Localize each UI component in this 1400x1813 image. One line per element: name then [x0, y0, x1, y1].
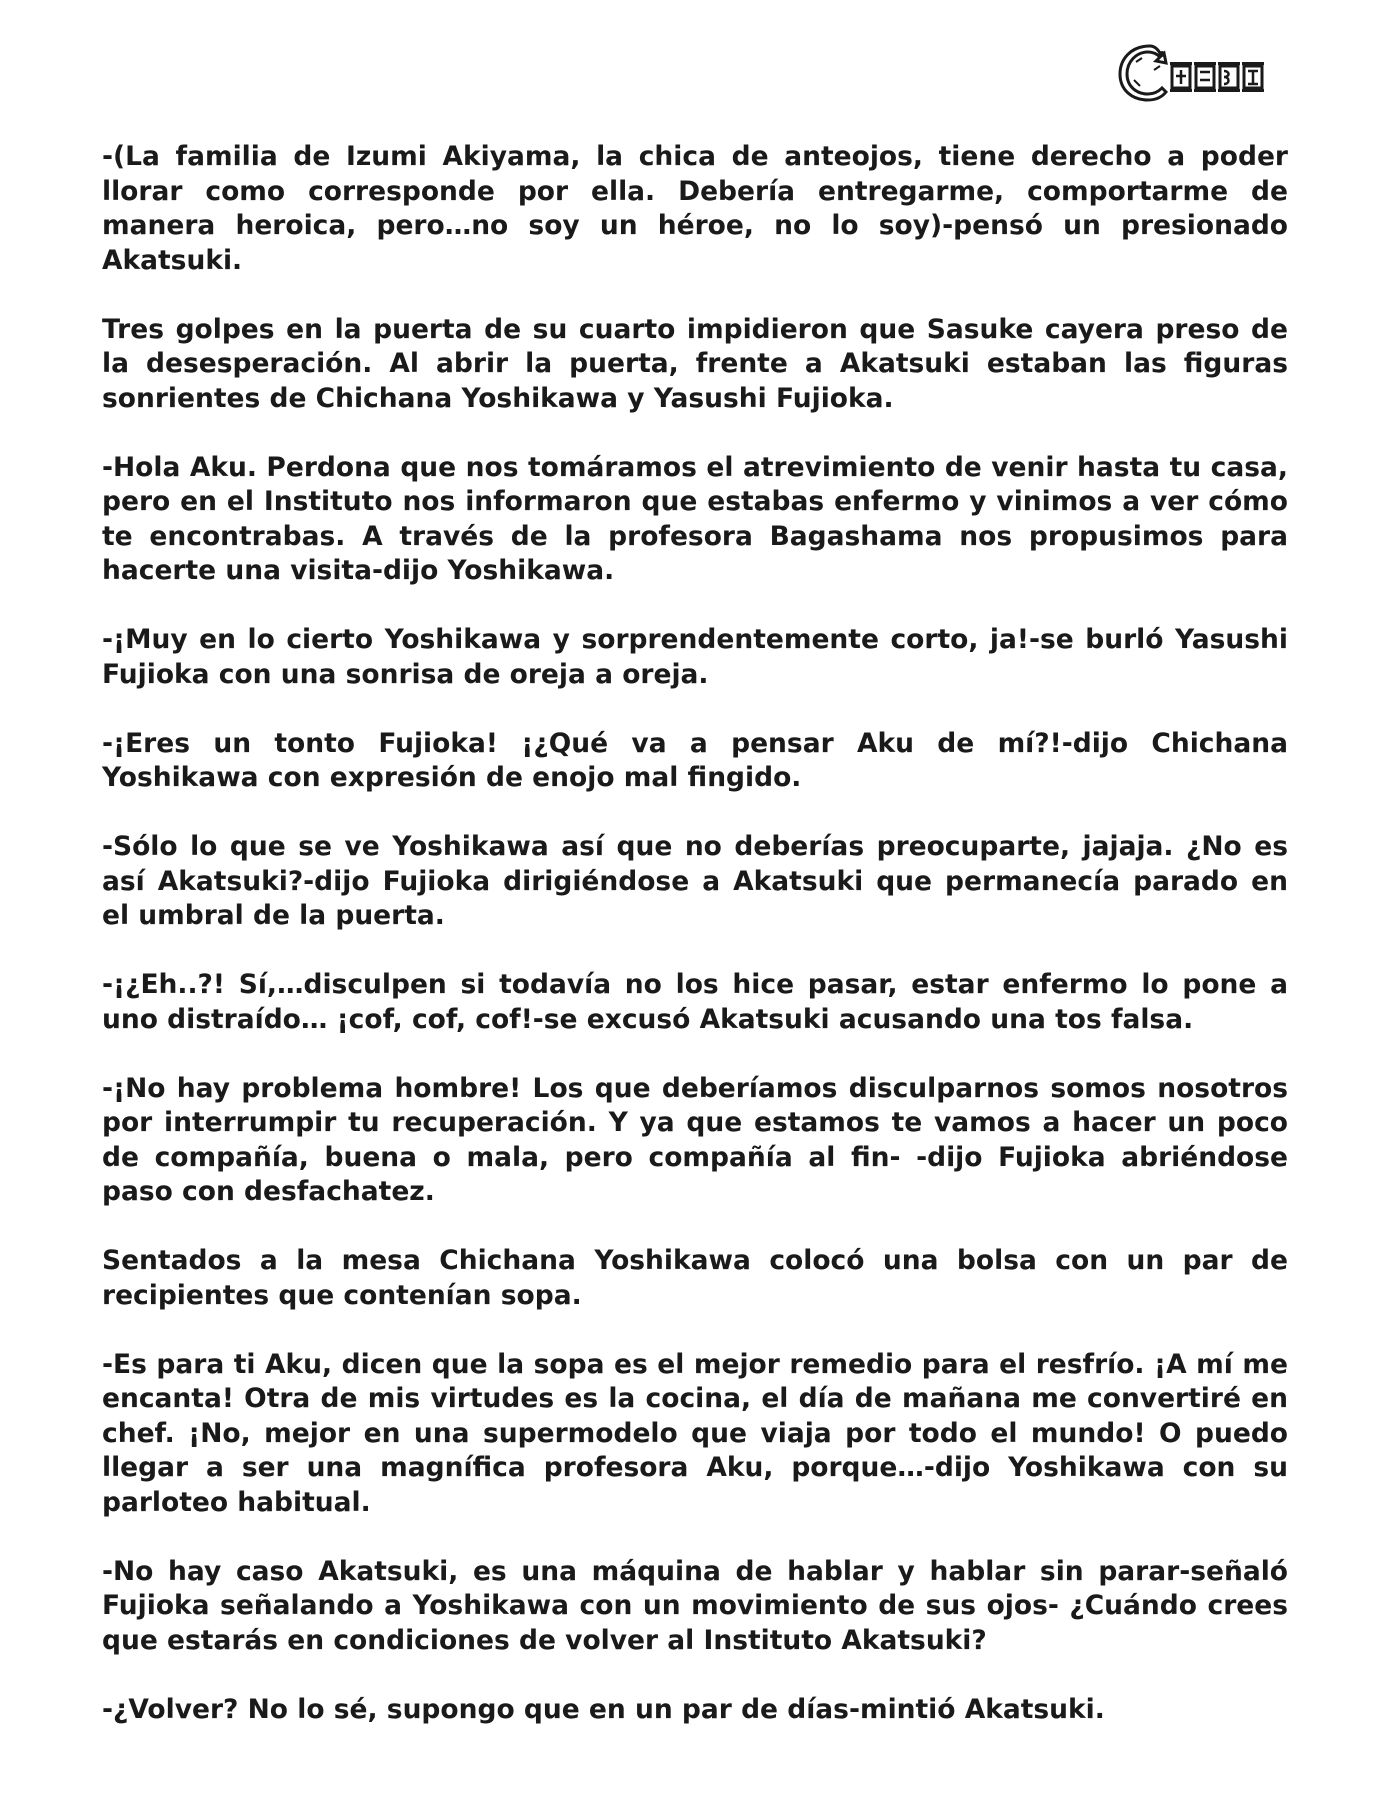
paragraph-5: -¡Eres un tonto Fujioka! ¡¿Qué va a pensar Aku de mí?!-dijo Chichana Yoshikawa con expresión de enojo mal fingido. — [102, 727, 1288, 793]
paragraph-12: -¿Volver? No lo sé, supongo que en un par de días-mintió Akatsuki. — [102, 1693, 1105, 1725]
story-text — [102, 140, 1288, 1762]
paragraph-9: Sentados a la mesa Chichana Yoshikawa colocó una bolsa con un par de recipientes que contenían sopa. — [102, 1245, 1288, 1311]
paragraph-10: -Es para ti Aku, dicen que la sopa es el mejor remedio para el resfrío. ¡A mí me encanta! Otra de mis virtudes es la cocina, el día de mañana me convertiré en chef. ¡No, mejor en una supermodelo que viaja por todo el mundo! O puedo llegar a ser una magnífica profesora Aku, porque…-dijo Yoshikawa con su parloteo habitual. — [102, 1348, 1288, 1518]
paragraph-6: -Sólo lo que se ve Yoshikawa así que no deberías preocuparte, jajaja. ¿No es así Akatsuki?-dijo Fujioka dirigiéndose a Akatsuki que permanecía parado en el umbral de la puerta. — [102, 831, 1288, 931]
paragraph-4: -¡Muy en lo cierto Yoshikawa y sorprendentemente corto, ja!-se burló Yasushi Fujioka con una sonrisa de oreja a oreja. — [102, 624, 1288, 690]
paragraph-11: -No hay caso Akatsuki, es una máquina de hablar y hablar sin parar-señaló Fujioka señalando a Yoshikawa con un movimiento de sus ojos- ¿Cuándo crees que estarás en condiciones de volver al Instituto Akatsuki? — [102, 1555, 1288, 1656]
paragraph-1: -(La familia de Izumi Akiyama, la chica de anteojos, tiene derecho a poder llorar como corresponde por ella. Debería entregarme, comportarme de manera heroica, pero…no soy un héroe, no lo soy)-pensó un presionado Akatsuki. — [102, 141, 1288, 276]
paragraph-2: Tres golpes en la puerta de su cuarto impidieron que Sasuke cayera preso de la desesperación. Al abrir la puerta, frente a Akatsuki estaban las figuras sonrientes de Chichana Yoshikawa y Yasushi Fujioka. — [102, 313, 1288, 414]
paragraph-7: -¡¿Eh..?! Sí,…disculpen si todavía no los hice pasar, estar enfermo lo pone a uno distraído… ¡cof, cof, cof!-se excusó Akatsuki acusando una tos falsa. — [102, 969, 1288, 1035]
paragraph-8: -¡No hay problema hombre! Los que deberíamos disculparnos somos nosotros por interrumpir tu recuperación. Y ya que estamos te vamos a hacer un poco de compañía, buena o mala, pero compañía al fin- -dijo Fujioka abriéndose paso con desfachatez. — [102, 1072, 1288, 1207]
paragraph-3: -Hola Aku. Perdona que nos tomáramos el atrevimiento de venir hasta tu casa, pero en el Instituto nos informaron que estabas enfermo y vinimos a ver cómo te encontrabas. A través de la profesora Bagashama nos propusimos para hacerte una visita-dijo Yoshikawa. — [102, 451, 1288, 586]
gothic-wordmark-logo-icon — [1116, 40, 1280, 104]
